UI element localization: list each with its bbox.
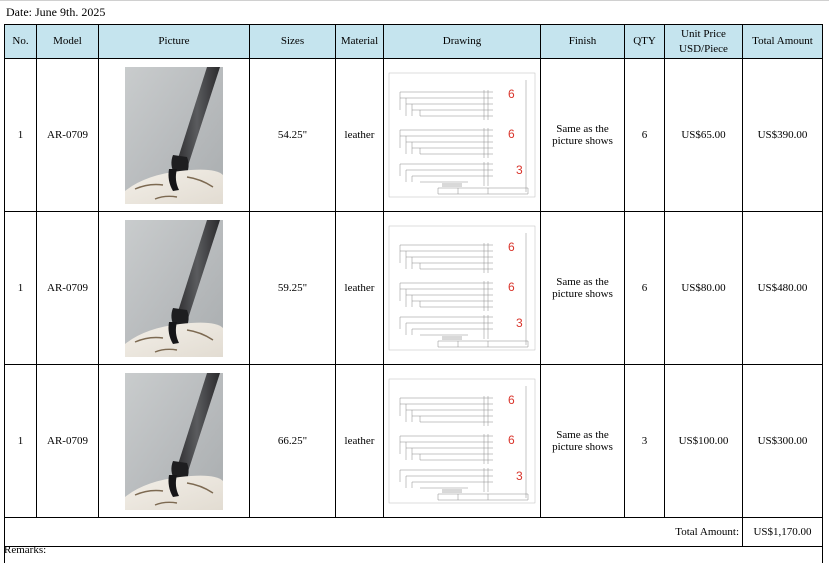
cell-model: AR-0709: [37, 365, 99, 518]
cell-no: 1: [5, 212, 37, 365]
technical-drawing: [388, 72, 536, 198]
quotation-table: [4, 24, 823, 547]
header-finish: Finish: [541, 25, 625, 59]
cell-size: 54.25": [250, 59, 336, 212]
drawing-mark: 6: [508, 240, 515, 254]
header-drawing: Drawing: [384, 25, 541, 59]
header-material: Material: [336, 25, 384, 59]
cell-drawing: [384, 212, 541, 365]
cell-unit-price: US$65.00: [665, 59, 743, 212]
header-unit-price: [665, 25, 743, 59]
cell-model: AR-0709: [37, 59, 99, 212]
total-value: US$1,170.00: [743, 518, 823, 547]
cell-picture: [99, 59, 250, 212]
header-no: No.: [5, 25, 37, 59]
cell-drawing: [384, 59, 541, 212]
top-rule: [0, 0, 829, 1]
finish-line2: picture shows: [552, 288, 613, 300]
cell-drawing: [384, 365, 541, 518]
total-label: Total Amount:: [665, 518, 743, 547]
cell-finish: [541, 365, 625, 518]
product-photo: [125, 67, 223, 204]
cell-no: 1: [5, 365, 37, 518]
cell-finish: [541, 212, 625, 365]
finish-line1: Same as the: [556, 276, 609, 288]
drawing-mark: 6: [508, 87, 515, 101]
header-qty: QTY: [625, 25, 665, 59]
cell-model: AR-0709: [37, 212, 99, 365]
drawing-mark: 6: [508, 433, 515, 447]
cell-unit-price: US$100.00: [665, 365, 743, 518]
cell-total: US$390.00: [743, 59, 823, 212]
table-row: [5, 59, 823, 212]
cell-size: 59.25": [250, 212, 336, 365]
table-row: [5, 365, 823, 518]
header-unit-price-line1: Unit Price: [681, 27, 726, 40]
product-photo: [125, 220, 223, 357]
drawing-mark: 3: [516, 163, 523, 177]
remarks-box: [4, 543, 823, 563]
cell-material: leather: [336, 365, 384, 518]
remarks-label: Remarks:: [4, 544, 47, 556]
header-model: Model: [37, 25, 99, 59]
cell-size: 66.25": [250, 365, 336, 518]
finish-line1: Same as the: [556, 123, 609, 135]
cell-finish: [541, 59, 625, 212]
date-line: Date: June 9th. 2025: [6, 5, 106, 19]
cell-qty: 6: [625, 59, 665, 212]
cell-picture: [99, 212, 250, 365]
cell-total: US$480.00: [743, 212, 823, 365]
finish-line1: Same as the: [556, 429, 609, 441]
header-picture: Picture: [99, 25, 250, 59]
cell-material: leather: [336, 59, 384, 212]
cell-qty: 3: [625, 365, 665, 518]
cell-no: 1: [5, 59, 37, 212]
header-row: [5, 25, 823, 59]
table-row: [5, 212, 823, 365]
drawing-mark: 3: [516, 469, 523, 483]
header-sizes: Sizes: [250, 25, 336, 59]
cell-unit-price: US$80.00: [665, 212, 743, 365]
finish-line2: picture shows: [552, 441, 613, 453]
drawing-mark: 6: [508, 393, 515, 407]
technical-drawing: [388, 225, 536, 351]
header-total: Total Amount: [743, 25, 823, 59]
product-photo: [125, 373, 223, 510]
header-unit-price-line2: USD/Piece: [679, 42, 728, 55]
cell-total: US$300.00: [743, 365, 823, 518]
drawing-mark: 6: [508, 280, 515, 294]
finish-line2: picture shows: [552, 135, 613, 147]
cell-picture: [99, 365, 250, 518]
cell-material: leather: [336, 212, 384, 365]
drawing-mark: 3: [516, 316, 523, 330]
technical-drawing: [388, 378, 536, 504]
cell-qty: 6: [625, 212, 665, 365]
drawing-mark: 6: [508, 127, 515, 141]
